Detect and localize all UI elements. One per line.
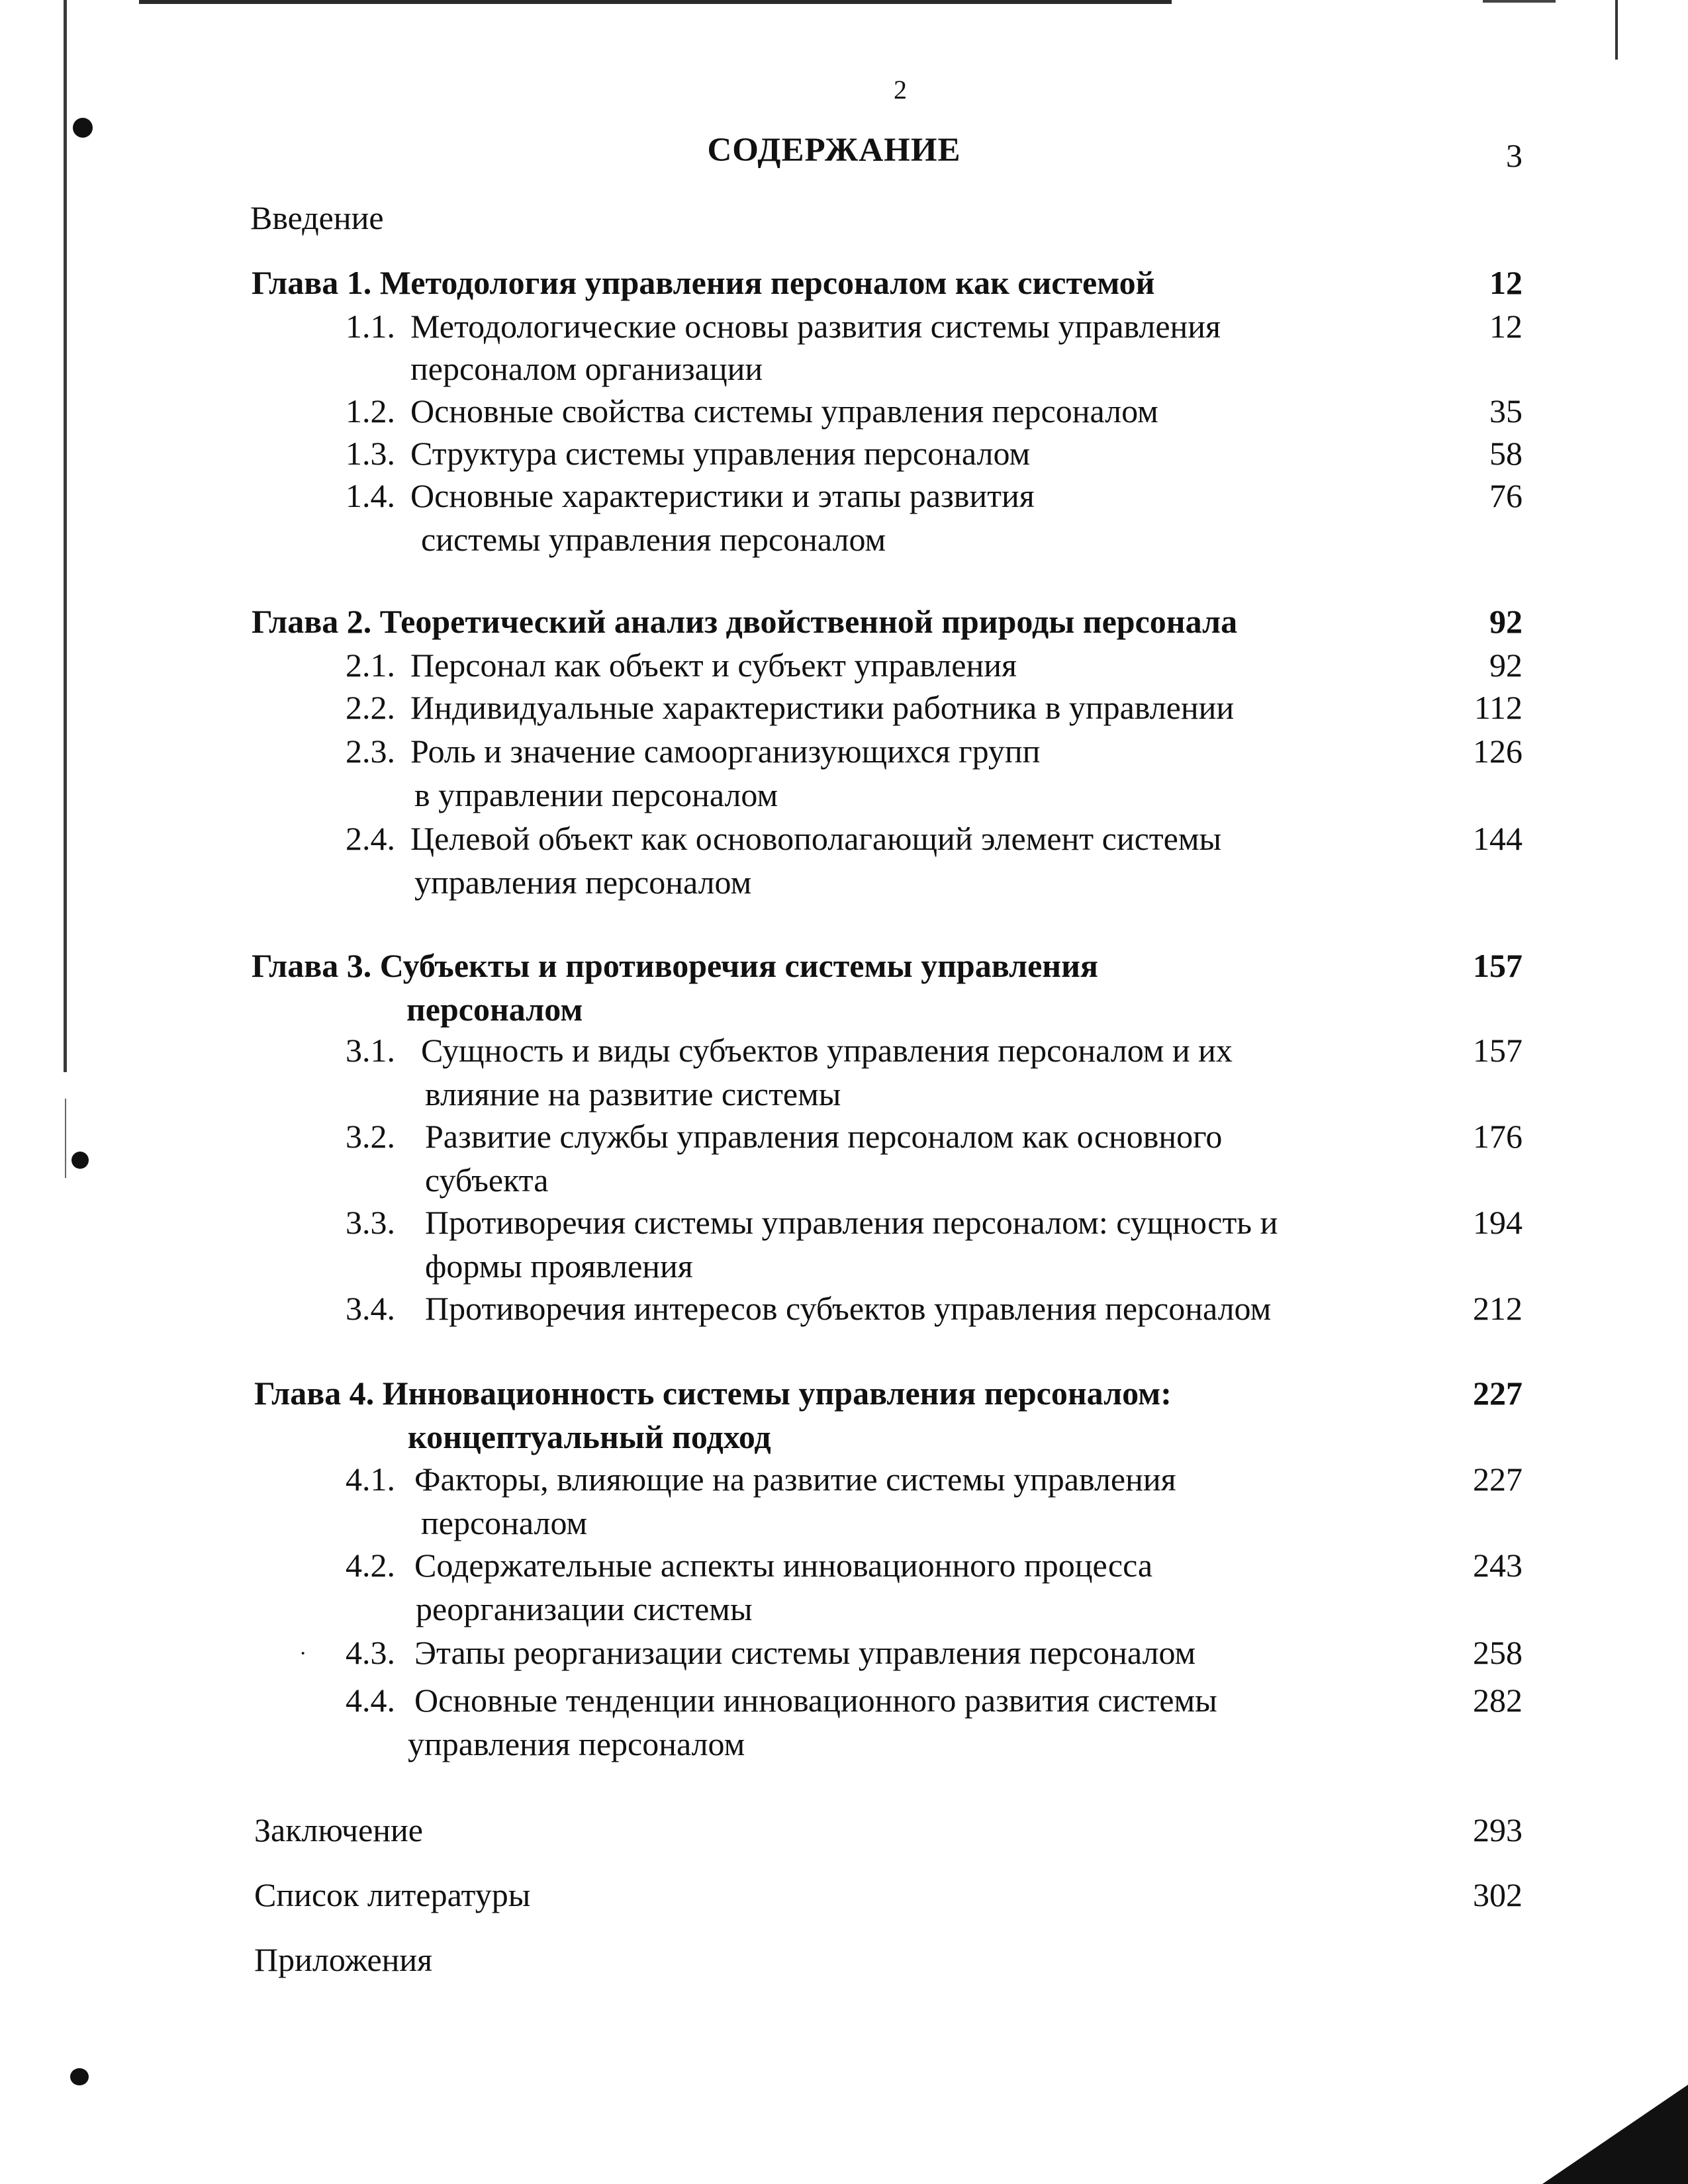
section-4-2-text: Содержательные аспекты инновационного процесса <box>414 1547 1153 1584</box>
section-4-4-cont: управления персоналом <box>408 1725 745 1762</box>
toc-intro: Введение <box>250 199 384 236</box>
section-1-4-num: 1.4. <box>346 477 395 514</box>
chapter-3-page: 157 <box>1473 947 1523 984</box>
section-3-1-page: 157 <box>1473 1032 1523 1069</box>
scan-speck: · <box>299 1641 307 1666</box>
section-3-1-cont: влияние на развитие системы <box>425 1075 841 1113</box>
section-2-3-text: Роль и значение самоорганизующихся групп <box>410 733 1041 770</box>
toc-references: Список литературы <box>254 1876 531 1913</box>
section-4-3-num: 4.3. <box>346 1634 395 1671</box>
section-3-2-cont: субъекта <box>425 1161 549 1199</box>
title-page-number: 3 <box>1506 137 1523 174</box>
toc-appendices: Приложения <box>254 1941 433 1978</box>
section-3-3-cont: формы проявления <box>425 1248 693 1285</box>
toc-conclusion-page: 293 <box>1473 1811 1523 1848</box>
section-2-1-text: Персонал как объект и субъект управления <box>410 647 1017 684</box>
section-4-4-page: 282 <box>1473 1682 1523 1719</box>
section-1-3-text: Структура системы управления персоналом <box>410 435 1031 472</box>
chapter-3-title-cont: персоналом <box>406 991 583 1028</box>
toc-references-page: 302 <box>1473 1876 1523 1913</box>
section-4-1-cont: персоналом <box>421 1504 588 1541</box>
section-2-3-page: 126 <box>1473 733 1523 770</box>
section-1-4-cont: системы управления персоналом <box>421 521 886 558</box>
toc-conclusion: Заключение <box>254 1811 423 1848</box>
section-4-3-page: 258 <box>1473 1634 1523 1671</box>
section-3-2-text: Развитие службы управления персоналом как основного <box>425 1118 1223 1155</box>
section-3-1-num: 3.1. <box>346 1032 395 1069</box>
section-1-2-text: Основные свойства системы управления персоналом <box>410 392 1158 430</box>
section-2-1-num: 2.1. <box>346 647 395 684</box>
section-1-3-num: 1.3. <box>346 435 395 472</box>
section-2-4-cont: управления персоналом <box>414 864 752 901</box>
section-2-4-page: 144 <box>1473 820 1523 857</box>
section-4-4-num: 4.4. <box>346 1682 395 1719</box>
section-2-1-page: 92 <box>1489 647 1523 684</box>
section-2-3-num: 2.3. <box>346 733 395 770</box>
section-1-2-num: 1.2. <box>346 392 395 430</box>
section-2-4-num: 2.4. <box>346 820 395 857</box>
chapter-3-title: Глава 3. Субъекты и противоречия системы управления <box>252 947 1098 984</box>
section-3-4-text: Противоречия интересов субъектов управления персоналом <box>425 1290 1272 1327</box>
section-1-4-text: Основные характеристики и этапы развития <box>410 477 1035 514</box>
section-3-4-num: 3.4. <box>346 1290 395 1327</box>
section-2-2-num: 2.2. <box>346 689 395 726</box>
chapter-2-title: Глава 2. Теоретический анализ двойственной природы персонала <box>252 603 1238 640</box>
section-2-3-cont: в управлении персоналом <box>414 776 778 813</box>
section-2-2-text: Индивидуальные характеристики работника в управлении <box>410 689 1235 726</box>
section-3-3-page: 194 <box>1473 1204 1523 1241</box>
section-4-3-text: Этапы реорганизации системы управления персоналом <box>414 1634 1196 1671</box>
section-4-1-num: 4.1. <box>346 1461 395 1498</box>
chapter-2-page: 92 <box>1489 603 1523 640</box>
section-1-1-page: 12 <box>1489 308 1523 345</box>
section-4-2-num: 4.2. <box>346 1547 395 1584</box>
chapter-1-title: Глава 1. Методология управления персоналом как системой <box>252 264 1155 301</box>
chapter-4-title-cont: концептуальный подход <box>408 1418 771 1455</box>
section-3-2-num: 3.2. <box>346 1118 395 1155</box>
section-4-1-page: 227 <box>1473 1461 1523 1498</box>
chapter-4-title: Глава 4. Инновационность системы управления персоналом: <box>254 1375 1172 1412</box>
section-4-2-page: 243 <box>1473 1547 1523 1584</box>
page-number: 2 <box>894 75 907 105</box>
chapter-1-page: 12 <box>1489 264 1523 301</box>
section-3-3-text: Противоречия системы управления персоналом: сущность и <box>425 1204 1278 1241</box>
chapter-4-page: 227 <box>1473 1375 1523 1412</box>
section-1-4-page: 76 <box>1489 477 1523 514</box>
section-3-4-page: 212 <box>1473 1290 1523 1327</box>
section-1-1-num: 1.1. <box>346 308 395 345</box>
section-4-2-cont: реорганизации системы <box>416 1590 753 1627</box>
section-1-2-page: 35 <box>1489 392 1523 430</box>
section-3-3-num: 3.3. <box>346 1204 395 1241</box>
section-1-3-page: 58 <box>1489 435 1523 472</box>
section-3-1-text: Сущность и виды субъектов управления персоналом и их <box>421 1032 1233 1069</box>
section-4-4-text: Основные тенденции инновационного развития системы <box>414 1682 1217 1719</box>
section-3-2-page: 176 <box>1473 1118 1523 1155</box>
section-1-1-cont: персоналом организации <box>410 350 763 387</box>
section-1-1-text: Методологические основы развития системы управления <box>410 308 1221 345</box>
section-2-2-page: 112 <box>1474 689 1523 726</box>
section-2-4-text: Целевой объект как основополагающий элемент системы <box>410 820 1222 857</box>
section-4-1-text: Факторы, влияющие на развитие системы управления <box>414 1461 1176 1498</box>
page-title: СОДЕРЖАНИЕ <box>707 132 961 169</box>
